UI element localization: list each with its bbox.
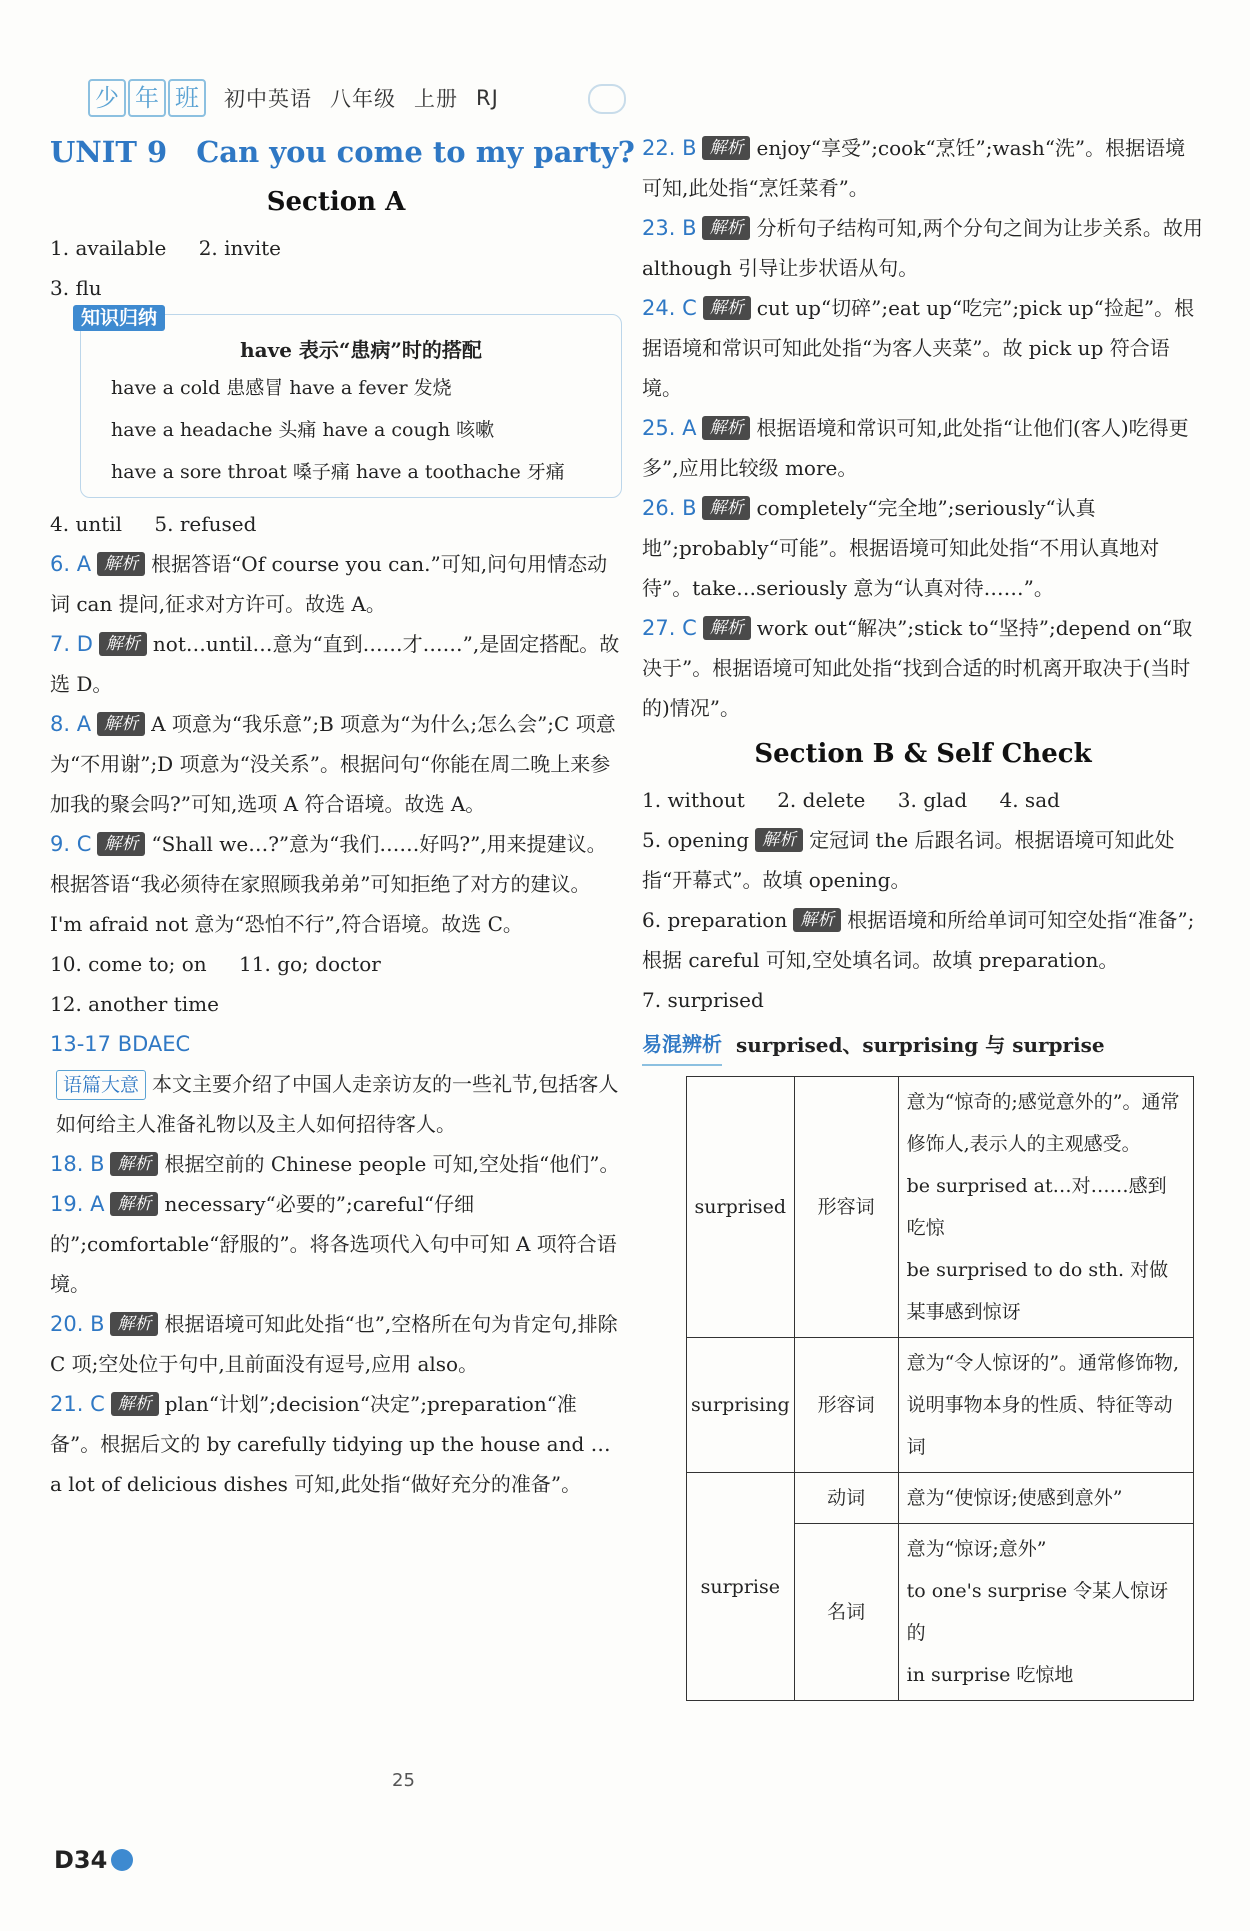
analysis-tag: 解析 [755, 828, 803, 852]
table-cell-pos: 动词 [794, 1473, 898, 1524]
volume-label: 上册 [414, 87, 458, 111]
answer-number: 19. A [50, 1192, 105, 1216]
analysis-tag: 解析 [702, 216, 750, 240]
analysis-text: “Shall we…?”意为“我们……好吗?”,用来提建议。根据答语“我必须待在家照顾我弟弟”可知拒绝了对方的建议。I'm afraid not 意为“恐怕不行”,符合语境。故选 C。 [50, 832, 607, 936]
analysis-text: work out“解决”;stick to“坚持”;depend on“取决于”。根据语境可知此处指“找到合适的时机离开取决于(当时的)情况”。 [642, 616, 1193, 720]
analysis-text: 分析句子结构可知,两个分句之间为让步关系。故用 although 引导让步状语从句。 [642, 216, 1203, 280]
answer-row [642, 780, 1204, 820]
analysis-text: enjoy“享受”;cook“烹饪”;wash“洗”。根据语境可知,此处指“烹饪菜肴”。 [642, 136, 1186, 200]
grade-label: 八年级 [330, 87, 396, 111]
question-19 [50, 1184, 622, 1304]
question-20 [50, 1304, 622, 1384]
analysis-text: 根据语境和常识可知,此处指“让他们(客人)吃得更多”,应用比较级 more。 [642, 416, 1189, 480]
edition-label: RJ [476, 86, 499, 110]
knowledge-box [80, 307, 622, 498]
unit-title: UNIT 9 Can you come to my party? [50, 135, 635, 169]
table-cell-word: surprised [687, 1077, 795, 1338]
answer-1: 1. available [50, 236, 167, 260]
analysis-tag: 解析 [702, 496, 750, 520]
meaning-line: 意为“惊讶;意外” [906, 1538, 1047, 1560]
analysis-tag: 解析 [110, 1152, 158, 1176]
analysis-tag: 解析 [111, 1392, 159, 1416]
question-26 [642, 488, 1204, 608]
right-column [642, 128, 1204, 1701]
analysis-tag: 解析 [703, 296, 751, 320]
analysis-tag: 解析 [793, 908, 841, 932]
question-b5 [642, 820, 1204, 900]
page-footer [54, 1846, 133, 1874]
answer-row [50, 944, 622, 984]
analysis-text: 根据语境和所给单词可知空处指“准备”;根据 careful 可知,空处填名词。故填 preparation。 [642, 908, 1195, 972]
answer-number: 26. B [642, 496, 697, 520]
analysis-text: necessary“必要的”;careful“仔细的”;comfortable“舒服的”。将各选项代入句中可知 A 项符合语境。 [50, 1192, 617, 1296]
answer-number: 25. A [642, 416, 697, 440]
table-cell-pos: 形容词 [794, 1077, 898, 1338]
question-9 [50, 824, 622, 944]
meaning-line: be surprised to do sth. 对做某事感到惊讶 [906, 1259, 1169, 1323]
section-a-title: Section A [266, 187, 406, 217]
meaning-line: 意为“惊奇的;感觉意外的”。通常修饰人,表示人的主观感受。 [906, 1091, 1180, 1155]
answer-number: 6. preparation [642, 908, 788, 932]
inline-page-number: 25 [392, 1770, 415, 1791]
answer-b4: 4. sad [999, 788, 1060, 812]
analysis-text: A 项意为“我乐意”;B 项意为“为什么;怎么会”;C 项意为“不用谢”;D 项意为“没关系”。根据问句“你能在周二晚上来参加我的聚会吗?”可知,选项 A 符合语境。故选 A。 [50, 712, 616, 816]
question-21 [50, 1384, 622, 1504]
answer-number: 8. A [50, 712, 92, 736]
answer-13-17: 13-17 BDAEC [50, 1032, 191, 1056]
question-25 [642, 408, 1204, 488]
answer-number: 27. C [642, 616, 697, 640]
knowledge-tag: 知识归纳 [73, 305, 165, 331]
analysis-tag: 解析 [703, 616, 751, 640]
answer-number: 24. C [642, 296, 697, 320]
globe-icon [111, 1849, 133, 1871]
analysis-tag: 解析 [97, 552, 145, 576]
table-cell-meaning [898, 1524, 1193, 1701]
analysis-text: 根据答语“Of course you can.”可知,问句用情态动词 can 提问,征求对方许可。故选 A。 [50, 552, 608, 616]
analysis-tag: 解析 [110, 1312, 158, 1336]
answer-3: 3. flu [50, 276, 102, 300]
question-22 [642, 128, 1204, 208]
analysis-tag: 解析 [702, 136, 750, 160]
passage-summary [50, 1064, 622, 1144]
knowledge-line: have a sore throat 嗓子痛 have a toothache 牙痛 [111, 461, 565, 483]
analysis-text: not…until…意为“直到……才……”,是固定搭配。故选 D。 [50, 632, 620, 696]
answer-5: 5. refused [154, 512, 257, 536]
question-8 [50, 704, 622, 824]
knowledge-title: have 表示“患病”时的搭配 [240, 338, 482, 362]
question-6 [50, 544, 622, 624]
answer-number: 18. B [50, 1152, 105, 1176]
question-27 [642, 608, 1204, 728]
answer-row [50, 504, 622, 544]
table-row [687, 1077, 1194, 1338]
answer-number: 20. B [50, 1312, 105, 1336]
confusable-title: surprised、surprising 与 surprise [736, 1033, 1105, 1057]
answer-row [50, 228, 622, 268]
decorative-cloud-icon [588, 84, 626, 114]
analysis-tag: 解析 [97, 832, 145, 856]
answer-2: 2. invite [198, 236, 281, 260]
analysis-text: cut up“切碎”;eat up“吃完”;pick up“捡起”。根据语境和常识可知此处指“为客人夹菜”。故 pick up 符合语境。 [642, 296, 1195, 400]
table-cell-meaning: 意为“令人惊讶的”。通常修饰物,说明事物本身的性质、特征等动词 [898, 1338, 1193, 1473]
logo-char: 班 [168, 79, 206, 117]
analysis-text: plan“计划”;decision“决定”;preparation“准备”。根据后文的 by carefully tidying up the house and … a lot of delicious dishes 可知,此处指“做好充分的准备”。 [50, 1392, 611, 1496]
analysis-text: completely“完全地”;seriously“认真地”;probably“可能”。根据语境可知此处指“不用认真地对待”。take…seriously 意为“认真对待……”。 [642, 496, 1160, 600]
logo-char: 少 [88, 79, 126, 117]
section-b-title: Section B & Self Check [754, 739, 1092, 769]
analysis-text: 定冠词 the 后跟名词。根据语境可知此处指“开幕式”。故填 opening。 [642, 828, 1175, 892]
analysis-tag: 解析 [97, 712, 145, 736]
analysis-text: 根据语境可知此处指“也”,空格所在句为肯定句,排除 C 项;空处位于句中,且前面没有逗号,应用 also。 [50, 1312, 618, 1376]
table-cell-meaning [898, 1077, 1193, 1338]
answer-number: 22. B [642, 136, 697, 160]
meaning-line: be surprised at…对……感到吃惊 [906, 1175, 1167, 1239]
summary-text: 本文主要介绍了中国人走亲访友的一些礼节,包括客人如何给主人准备礼物以及主人如何招待客人。 [56, 1072, 619, 1136]
series-logo [88, 79, 206, 117]
question-23 [642, 208, 1204, 288]
analysis-tag: 解析 [702, 416, 750, 440]
page-header [88, 76, 499, 120]
answer-number: 6. A [50, 552, 92, 576]
answer-11: 11. go; doctor [239, 952, 381, 976]
question-18 [50, 1144, 622, 1184]
question-24 [642, 288, 1204, 408]
confusable-tag: 易混辨析 [642, 1024, 722, 1066]
answer-number: 23. B [642, 216, 697, 240]
left-column [50, 128, 635, 1504]
table-cell-pos: 名词 [794, 1524, 898, 1701]
table-cell-pos: 形容词 [794, 1338, 898, 1473]
page-number: D34 [54, 1846, 108, 1874]
answer-number: 21. C [50, 1392, 105, 1416]
table-row [687, 1473, 1194, 1524]
answer-number: 7. D [50, 632, 93, 656]
question-7 [50, 624, 622, 704]
analysis-tag: 解析 [99, 632, 147, 656]
logo-char: 年 [128, 79, 166, 117]
answer-b1: 1. without [642, 788, 745, 812]
answer-4: 4. until [50, 512, 123, 536]
answer-b7: 7. surprised [642, 988, 764, 1012]
analysis-text: 根据空前的 Chinese people 可知,空处指“他们”。 [164, 1152, 620, 1176]
summary-tag: 语篇大意 [56, 1070, 146, 1100]
answer-b2: 2. delete [777, 788, 866, 812]
confusable-words-header [642, 1024, 1204, 1066]
answer-number: 5. opening [642, 828, 750, 852]
answer-number: 9. C [50, 832, 92, 856]
answer-10: 10. come to; on [50, 952, 207, 976]
confusable-table [686, 1076, 1194, 1701]
meaning-line: in surprise 吃惊地 [906, 1664, 1074, 1686]
knowledge-line: have a cold 患感冒 have a fever 发烧 [111, 377, 452, 399]
answer-12: 12. another time [50, 992, 219, 1016]
table-cell-meaning: 意为“使惊讶;使感到意外” [898, 1473, 1193, 1524]
analysis-tag: 解析 [110, 1192, 158, 1216]
answer-b3: 3. glad [897, 788, 968, 812]
table-row [687, 1338, 1194, 1473]
question-b6 [642, 900, 1204, 980]
knowledge-line: have a headache 头痛 have a cough 咳嗽 [111, 419, 495, 441]
table-cell-word: surprise [687, 1473, 795, 1701]
meaning-line: to one's surprise 令某人惊讶的 [906, 1580, 1169, 1644]
course-label: 初中英语 [224, 87, 312, 111]
table-cell-word: surprising [687, 1338, 795, 1473]
